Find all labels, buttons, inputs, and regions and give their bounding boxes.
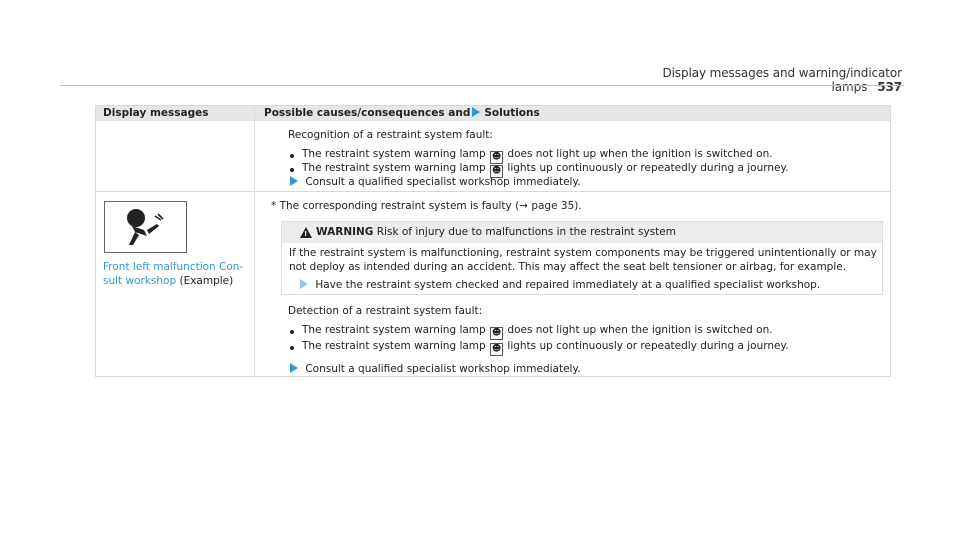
row2-b2-post: lights up continuously or repeatedly during a journey. <box>507 340 789 352</box>
page-header <box>600 66 902 94</box>
bullet-icon <box>290 346 294 350</box>
row2-intro: Detection of a restraint system fault: <box>288 305 483 317</box>
warning-action <box>298 278 820 293</box>
column-divider <box>254 106 255 376</box>
bullet-icon <box>290 330 294 334</box>
header-title: Display messages and warning/indicator lamps <box>662 66 902 94</box>
col2-label: Possible causes/consequences and <box>264 107 471 119</box>
row2-b1-post: does not light up when the ignition is switched on. <box>507 324 773 336</box>
row2-action <box>288 362 581 377</box>
airbag-lamp-icon: ☻ <box>491 344 502 354</box>
row2-b1-pre: The restraint system warning lamp <box>302 324 486 336</box>
row1-b1-pre: The restraint system warning lamp <box>302 148 486 160</box>
row2-bullet-2 <box>302 339 789 356</box>
warning-box <box>281 221 883 295</box>
header-rule <box>60 85 904 86</box>
row1-intro: Recognition of a restraint system fault: <box>288 129 493 141</box>
bullet-icon <box>290 168 294 172</box>
airbag-lamp-icon: ☻ <box>491 166 502 176</box>
warning-body-2: not deploy as intended during an accident. This may affect the seat belt tensioner or airbag, for example. <box>289 261 847 273</box>
row1-b1-post: does not light up when the ignition is switched on. <box>507 148 773 160</box>
airbag-lamp-icon: ☻ <box>491 152 502 162</box>
message-link: Front left malfunction Con- <box>103 261 244 273</box>
warning-label: WARNING <box>316 226 374 238</box>
row2-action-text: Consult a qualified specialist workshop immediately. <box>305 363 581 375</box>
arrow-right-icon <box>290 176 298 186</box>
row1-b2-pre: The restraint system warning lamp <box>302 162 486 174</box>
arrow-right-icon <box>472 107 480 117</box>
message-example: (Example) <box>179 275 234 287</box>
row2-message-line1 <box>103 260 243 275</box>
row2-note: * The corresponding restraint system is faulty (→ page 35). <box>271 200 582 212</box>
warning-action-text: Have the restraint system checked and repaired immediately at a qualified specialist workshop. <box>315 279 821 291</box>
warning-title-line <box>316 225 676 240</box>
row2-message-line2 <box>103 274 233 289</box>
arrow-right-icon <box>290 363 298 373</box>
col-header-causes <box>255 106 890 121</box>
airbag-lamp-icon: ☻ <box>491 328 502 338</box>
arrow-right-icon <box>300 279 308 289</box>
bullet-icon <box>290 154 294 158</box>
row1-b2-post: lights up continuously or repeatedly during a journey. <box>507 162 789 174</box>
row1-action <box>288 175 581 190</box>
warning-header: ! WARNING Risk of injury due to malfunctions in the restraint system <box>282 222 882 243</box>
col-header-display-messages: Display messages <box>96 106 254 121</box>
row1-action-text: Consult a qualified specialist workshop immediately. <box>305 176 581 188</box>
col2-tail: Solutions <box>484 107 540 119</box>
message-link-2: sult workshop <box>103 275 177 287</box>
messages-table <box>95 105 891 377</box>
row2-bullet-1 <box>302 323 773 340</box>
page-number: 537 <box>877 80 902 94</box>
row-divider <box>96 191 890 192</box>
warning-title: Risk of injury due to malfunctions in the restraint system <box>376 226 676 238</box>
warning-body-1: If the restraint system is malfunctioning, restraint system components may be triggered unintentionally or may <box>289 247 877 259</box>
airbag-display-icon <box>104 201 187 253</box>
row2-b2-pre: The restraint system warning lamp <box>302 340 486 352</box>
